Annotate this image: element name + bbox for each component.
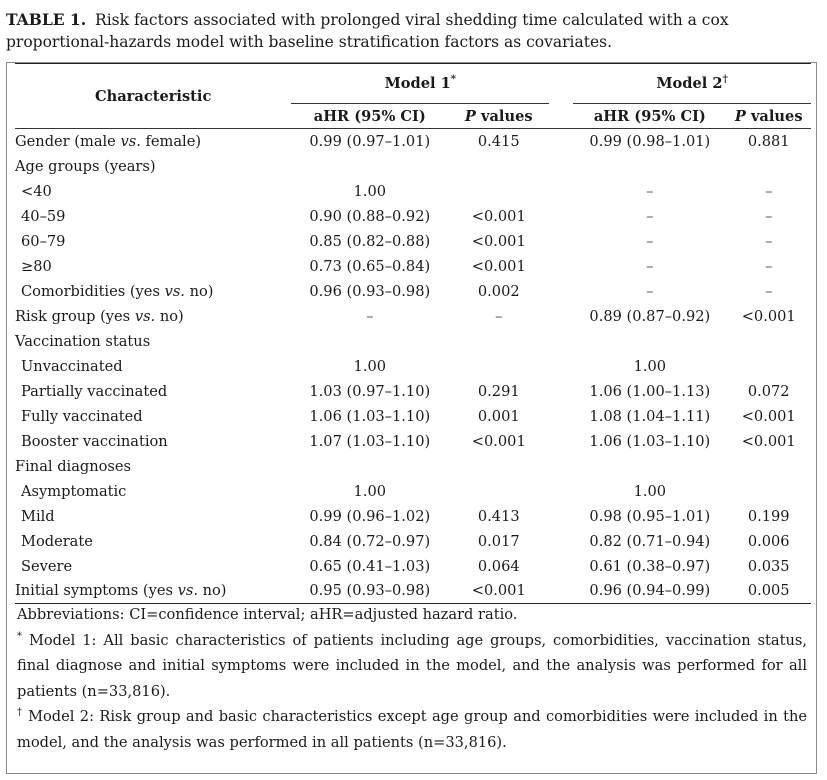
m1-p-cell	[448, 329, 549, 354]
caption-label: TABLE 1.	[6, 10, 87, 29]
m2-p-cell: <0.001	[741, 307, 796, 325]
row-label: Fully vaccinated	[21, 407, 143, 425]
m1-ahr-cell: –	[366, 307, 374, 325]
model2-label: Model 2	[656, 75, 723, 92]
table-row	[15, 179, 811, 204]
m1-ahr-cell: 1.06 (1.03–1.10)	[309, 407, 431, 425]
m1-p-header: P values	[464, 107, 533, 125]
m1-ahr-cell: 0.96 (0.93–0.98)	[309, 282, 431, 300]
gap-cell	[549, 154, 573, 179]
gap-cell	[549, 179, 573, 204]
m2-ahr-cell	[573, 329, 726, 354]
m2-ahr-cell: 0.89 (0.87–0.92)	[589, 307, 711, 325]
table-row	[15, 154, 811, 179]
m2-ahr-header: aHR (95% CI)	[593, 107, 706, 125]
m1-p-cell	[448, 479, 549, 504]
model1-label: Model 1	[384, 75, 451, 92]
gap-cell	[549, 354, 573, 379]
m1-ahr-cell	[291, 329, 448, 354]
m2-p-cell: –	[765, 182, 773, 200]
header-row-1	[15, 64, 811, 104]
m2-p-cell: –	[765, 257, 773, 275]
table-row	[15, 479, 811, 504]
row-label: Vaccination status	[15, 332, 151, 350]
table-row	[15, 554, 811, 579]
row-label: Risk group (yes vs. no)	[15, 307, 184, 325]
m2-ahr-cell: 1.00	[633, 482, 667, 500]
m2-ahr-cell: 1.08 (1.04–1.11)	[589, 407, 711, 425]
m1-p-cell: 0.002	[477, 282, 520, 300]
gap-cell	[549, 454, 573, 479]
m1-ahr-cell: 0.65 (0.41–1.03)	[309, 557, 431, 575]
m2-p-cell: 0.881	[726, 129, 811, 154]
m2-ahr-cell: –	[646, 282, 654, 300]
gap-cell	[549, 579, 573, 604]
m2-p-cell: 0.199	[747, 507, 790, 525]
m1-p-cell	[448, 154, 549, 179]
results-table	[15, 63, 811, 604]
m2-ahr-cell: –	[646, 257, 654, 275]
gap-cell	[549, 329, 573, 354]
m1-p-cell: 0.064	[477, 557, 520, 575]
m1-p-cell: –	[495, 307, 503, 325]
m1-p-cell: 0.413	[477, 507, 520, 525]
row-label: Gender (male vs. female)	[15, 129, 291, 154]
table-row	[15, 429, 811, 454]
characteristic-header: Characteristic	[15, 64, 291, 129]
m1-ahr-header: aHR (95% CI)	[313, 107, 426, 125]
table-row	[15, 379, 811, 404]
table-row	[15, 454, 811, 479]
model2-mark: †	[722, 74, 728, 86]
row-label: ≥80	[21, 257, 52, 275]
m1-p-cell: 0.291	[477, 382, 520, 400]
m2-ahr-cell: 0.98 (0.95–1.01)	[589, 507, 711, 525]
row-label: 60–79	[21, 232, 66, 250]
m1-p-cell: <0.001	[471, 232, 526, 250]
table-row	[15, 229, 811, 254]
table-row	[15, 404, 811, 429]
m1-ahr-cell: 1.00	[353, 182, 387, 200]
table-row	[15, 129, 811, 154]
m1-ahr-cell: 0.99 (0.96–1.02)	[309, 507, 431, 525]
m1-ahr-cell: 1.03 (0.97–1.10)	[309, 382, 431, 400]
m2-ahr-cell: 1.00	[633, 357, 667, 375]
table-row	[15, 254, 811, 279]
m2-p-cell	[726, 454, 811, 479]
m2-p-cell	[726, 354, 811, 379]
gap-cell	[549, 479, 573, 504]
row-label: Mild	[21, 507, 55, 525]
m1-p-cell	[448, 179, 549, 204]
m2-ahr-cell: 0.82 (0.71–0.94)	[589, 532, 711, 550]
m1-ahr-cell: 0.90 (0.88–0.92)	[309, 207, 431, 225]
m1-p-cell: <0.001	[448, 579, 549, 604]
gap-cell	[549, 529, 573, 554]
gap-cell	[549, 429, 573, 454]
m1-ahr-cell: 0.99 (0.97–1.01)	[291, 129, 448, 154]
m2-ahr-cell	[573, 454, 726, 479]
m2-p-cell: –	[765, 282, 773, 300]
m2-ahr-cell: 1.06 (1.00–1.13)	[589, 382, 711, 400]
gap-cell	[549, 204, 573, 229]
table-row	[15, 279, 811, 304]
abbreviations-note: Abbreviations: CI=confidence interval; aHR=adjusted hazard ratio.	[17, 606, 518, 623]
m1-ahr-cell: 0.73 (0.65–0.84)	[309, 257, 431, 275]
m1-p-cell: <0.001	[471, 432, 526, 450]
m2-p-cell	[726, 329, 811, 354]
gap-cell	[549, 229, 573, 254]
caption-text: Risk factors associated with prolonged viral shedding time calculated with a cox proportional-hazards model with baseline stratification factors as covariates.	[6, 11, 729, 51]
table-row	[15, 579, 811, 604]
table-row	[15, 204, 811, 229]
m1-ahr-cell: 1.07 (1.03–1.10)	[309, 432, 431, 450]
m2-p-cell: <0.001	[741, 407, 796, 425]
m2-p-header: P values	[734, 107, 803, 125]
row-label: Initial symptoms (yes vs. no)	[15, 579, 291, 604]
table-row	[15, 504, 811, 529]
m2-ahr-cell: –	[646, 232, 654, 250]
m1-ahr-cell	[291, 454, 448, 479]
row-label: Unvaccinated	[21, 357, 123, 375]
m2-p-cell: 0.005	[726, 579, 811, 604]
table-row	[15, 354, 811, 379]
model1-header	[291, 64, 549, 104]
m2-ahr-cell	[573, 154, 726, 179]
m1-ahr-cell: 1.00	[353, 482, 387, 500]
gap-cell	[549, 404, 573, 429]
m1-ahr-cell: 0.84 (0.72–0.97)	[309, 532, 431, 550]
m2-ahr-cell: –	[646, 207, 654, 225]
row-label: Severe	[21, 557, 73, 575]
row-label: Final diagnoses	[15, 457, 132, 475]
gap-cell	[549, 304, 573, 329]
m2-p-cell: <0.001	[741, 432, 796, 450]
m1-p-cell: <0.001	[471, 207, 526, 225]
table-row	[15, 304, 811, 329]
m2-p-cell: –	[765, 232, 773, 250]
gap-cell	[549, 129, 573, 154]
m2-p-cell	[726, 479, 811, 504]
row-label: Asymptomatic	[21, 482, 127, 500]
gap-cell	[549, 279, 573, 304]
gap-cell	[549, 254, 573, 279]
table-row	[15, 529, 811, 554]
m1-p-cell	[448, 454, 549, 479]
m2-ahr-cell: 0.96 (0.94–0.99)	[573, 579, 726, 604]
m2-ahr-cell: –	[646, 182, 654, 200]
m1-ahr-cell: 0.85 (0.82–0.88)	[309, 232, 431, 250]
table-frame	[6, 62, 817, 774]
m2-ahr-cell: 0.61 (0.38–0.97)	[589, 557, 711, 575]
row-label: Booster vaccination	[21, 432, 168, 450]
table-notes	[17, 602, 807, 755]
m1-ahr-cell	[291, 154, 448, 179]
model1-mark: *	[450, 74, 457, 86]
m1-ahr-cell: 0.95 (0.93–0.98)	[291, 579, 448, 604]
row-label: <40	[21, 182, 52, 200]
gap-cell	[549, 504, 573, 529]
m1-p-cell: 0.415	[448, 129, 549, 154]
m2-p-cell	[726, 154, 811, 179]
row-label: Partially vaccinated	[21, 382, 168, 400]
row-label: Comorbidities (yes vs. no)	[21, 282, 214, 300]
row-label: 40–59	[21, 207, 66, 225]
m2-ahr-cell: 1.06 (1.03–1.10)	[589, 432, 711, 450]
footnote-model2: † Model 2: Risk group and basic characteristics except age group and comorbidities were included in the model, and the analysis was performed in all patients (n=33,816).	[17, 707, 807, 751]
m2-p-cell: 0.072	[747, 382, 790, 400]
m2-p-cell: –	[765, 207, 773, 225]
table-row	[15, 329, 811, 354]
model2-header	[573, 64, 811, 104]
row-label: Moderate	[21, 532, 93, 550]
footnote-model1: * Model 1: All basic characteristics of patients including age groups, comorbidities, vaccination status, final diagnose and initial symptoms were included in the model, and the analysis was performed for all patients (n=33,816).	[17, 630, 808, 700]
gap-cell	[549, 554, 573, 579]
gap-cell	[549, 379, 573, 404]
m1-p-cell: 0.017	[477, 532, 520, 550]
m2-ahr-cell: 0.99 (0.98–1.01)	[573, 129, 726, 154]
m1-p-cell	[448, 354, 549, 379]
m1-ahr-cell: 1.00	[353, 357, 387, 375]
m1-p-cell: 0.001	[477, 407, 520, 425]
row-label: Age groups (years)	[15, 157, 156, 175]
m2-p-cell: 0.035	[747, 557, 790, 575]
table-caption	[6, 9, 821, 53]
m1-p-cell: <0.001	[471, 257, 526, 275]
m2-p-cell: 0.006	[747, 532, 790, 550]
